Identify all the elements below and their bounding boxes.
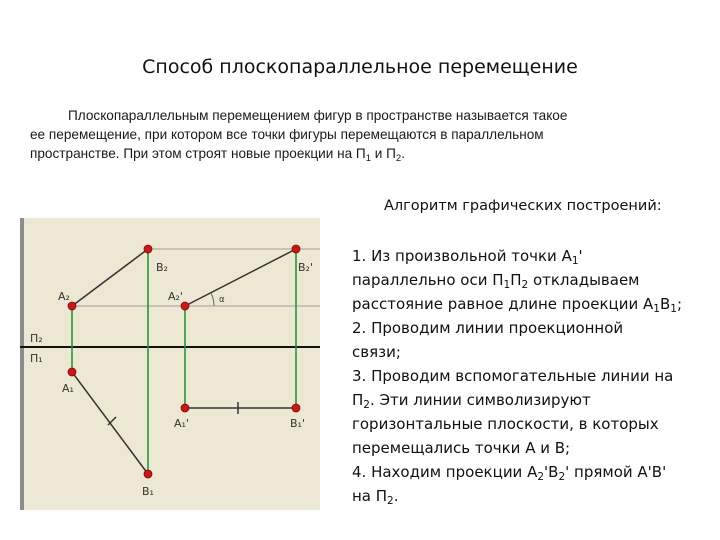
point-b2-prime xyxy=(292,245,300,253)
intro-paragraph xyxy=(30,106,690,163)
label-b1: B₁ xyxy=(142,485,154,498)
intro-line-2: ее перемещение, при котором все точки фигуры перемещаются в параллельном xyxy=(30,127,544,142)
label-a2-prime: A₂' xyxy=(168,290,183,303)
intro-line-1: Плоскопараллельным перемещением фигур в пространстве называется такое xyxy=(68,108,568,123)
point-a2 xyxy=(68,302,76,310)
label-b2: B₂ xyxy=(156,261,168,274)
label-a1: A₁ xyxy=(62,382,74,395)
step-1-line-2: параллельно оси $П_1П_2$ откладываем xyxy=(352,271,640,291)
step-4-line-2: на $П_2$. xyxy=(352,487,399,507)
point-b2 xyxy=(144,245,152,253)
point-b1-prime xyxy=(292,404,300,412)
point-b1 xyxy=(144,470,152,478)
point-a2-prime xyxy=(181,302,189,310)
step-3-line-4: перемещались точки А и В; xyxy=(352,439,571,457)
step-1-line-3: расстояние равное длине проекции $A_1B_1$; xyxy=(352,295,683,315)
construction-drawing xyxy=(0,214,340,514)
label-p1: П₁ xyxy=(30,352,43,365)
step-1-line-1: 1. Из произвольной точки $A_1'$ xyxy=(352,247,583,267)
algorithm-heading: Алгоритм графических построений: xyxy=(384,198,662,214)
step-2-line-2: связи; xyxy=(352,343,401,361)
step-2-line-1: 2. Проводим линии проекционной xyxy=(352,319,624,337)
step-3-line-1: 3. Проводим вспомогательные линии на xyxy=(352,367,674,385)
point-a1 xyxy=(68,368,76,376)
point-a1-prime xyxy=(181,404,189,412)
step-4-line-1: 4. Находим проекции $A_2'B_2'$ прямой A'B' xyxy=(352,463,667,483)
drawing-panel xyxy=(20,218,320,510)
panel-left-edge xyxy=(20,218,24,510)
algorithm-steps xyxy=(352,244,720,508)
intro-line-3: пространстве. При этом строят новые проекции на $П_1$ и $П_2$. xyxy=(30,146,405,164)
label-alpha: α xyxy=(219,295,225,305)
step-3-line-2: $П_2$. Эти линии символизируют xyxy=(352,391,591,411)
label-a2: A₂ xyxy=(58,290,70,303)
label-p2: П₂ xyxy=(30,332,43,345)
step-3-line-3: горизонтальные плоскости, в которых xyxy=(352,415,659,433)
label-b1-prime: B₁' xyxy=(290,417,305,430)
label-b2-prime: B₂' xyxy=(298,261,313,274)
label-a1-prime: A₁' xyxy=(174,417,189,430)
page-title: Способ плоскопараллельное перемещение xyxy=(142,56,578,78)
